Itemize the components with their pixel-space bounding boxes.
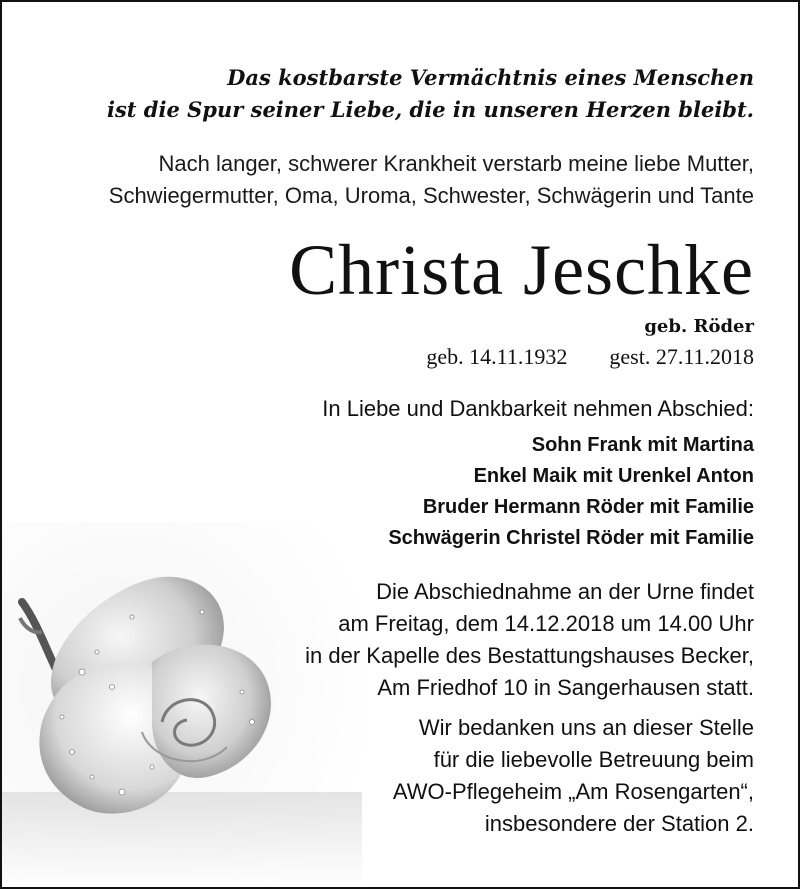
announcement-line: Schwiegermutter, Oma, Uroma, Schwester, Schwägerin und Tante: [108, 183, 754, 208]
mourner-entry: Enkel Maik mit Urenkel Anton: [473, 465, 754, 487]
thanks-line: für die liebevolle Betreuung beim: [433, 747, 754, 772]
thanks-line: insbesondere der Station 2.: [484, 811, 754, 836]
life-dates: [426, 342, 754, 372]
motto-quote: [107, 62, 754, 126]
mourner-entry: Sohn Frank mit Martina: [531, 434, 754, 456]
motto-line: Das kostbarste Vermächtnis eines Menschen: [227, 65, 754, 90]
mourner-entry: Bruder Hermann Röder mit Familie: [422, 496, 754, 518]
thanks-line: Wir bedanken uns an dieser Stelle: [418, 715, 754, 740]
announcement-line: Nach langer, schwerer Krankheit verstarb meine liebe Mutter,: [158, 151, 754, 176]
thanks-line: AWO-Pflegeheim „Am Rosengarten“,: [392, 779, 754, 804]
birth-date: geb. 14.11.1932: [426, 344, 568, 369]
birth-name: geb. Röder: [644, 316, 754, 337]
ceremony-line: am Freitag, dem 14.12.2018 um 14.00 Uhr: [338, 611, 754, 636]
mourners-list: [388, 430, 754, 554]
ceremony-line: in der Kapelle des Bestattungshauses Becker,: [305, 643, 754, 668]
mourner-entry: Schwägerin Christel Röder mit Familie: [388, 527, 754, 549]
farewell-intro: In Liebe und Dankbarkeit nehmen Abschied:: [322, 396, 754, 421]
ceremony-line: Die Abschiednahme an der Urne findet: [376, 579, 754, 604]
ceremony-line: Am Friedhof 10 in Sangerhausen statt.: [377, 675, 754, 700]
death-announcement: [109, 148, 754, 212]
motto-line: ist die Spur seiner Liebe, die in unseren Herzen bleibt.: [106, 97, 754, 122]
ceremony-details: [305, 576, 754, 704]
thanks-note: [393, 712, 754, 840]
deceased-name: Christa Jeschke: [289, 230, 754, 310]
death-date: gest. 27.11.2018: [609, 344, 754, 369]
